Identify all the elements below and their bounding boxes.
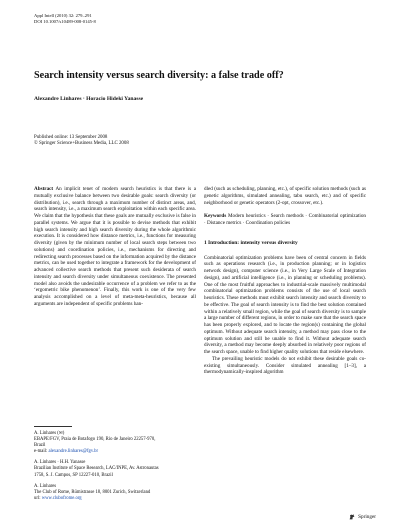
publisher-name: Springer bbox=[358, 514, 376, 520]
published-date: Published online: 13 September 2008 bbox=[34, 135, 108, 140]
affiliation-1: A. Linhares (✉) EBAPE/FGV, Praia de Botafogo 190, Rio de Janeiro 22257-970, Brazil e-mail: alexandre.linhares@fgv.br bbox=[34, 431, 156, 455]
url-link[interactable]: www.clubofrome.org bbox=[41, 495, 82, 501]
footnote-rule bbox=[34, 426, 72, 427]
publisher-logo bbox=[348, 513, 376, 521]
paper-title: Search intensity versus search diversity: a false trade off? bbox=[34, 70, 284, 81]
authors: Alexandre Linhares · Horacio Hideki Yanasse bbox=[34, 96, 144, 102]
journal-citation: Appl Intell (2010) 32: 279–291 bbox=[34, 13, 92, 18]
intro-paragraph-2: The prevailing heuristic models do not exhibit these desirable goals co-existing simultaneously. Consider simulated annealing [1–3], a thermodynamically-inspired algorithm bbox=[204, 355, 366, 376]
keywords-text: Modern heuristics · Search methods · Combinatorial optimization · Distance metrics · Coordination policies bbox=[204, 213, 366, 226]
abstract-label: Abstract bbox=[34, 186, 54, 192]
publication-info bbox=[34, 135, 129, 148]
email-link[interactable]: alexandre.linhares@fgv.br bbox=[48, 449, 99, 455]
section-heading: 1 Introduction: intensity versus diversity bbox=[204, 239, 298, 246]
abstract bbox=[34, 186, 196, 308]
affiliation-3: A. Linhares The Club of Rome, Rümistrasse 18, 8001 Zurich, Switzerland url: www.clubofrome.org bbox=[34, 483, 151, 501]
copyright: © Springer Science+Business Media, LLC 2008 bbox=[34, 141, 129, 147]
springer-horse-icon bbox=[348, 513, 356, 521]
abstract-continuation: dled (such as scheduling, planning, etc.), of specific solution methods (such as genetic algorithms, simulated annealing, tabu search, etc.) and of specific neighborhood or genetic operators (2-opt, crossover, etc.). bbox=[204, 186, 366, 206]
left-column bbox=[34, 186, 196, 308]
doi: DOI 10.1007/s10489-008-0145-8 bbox=[34, 19, 96, 24]
intro-paragraph-1: Combinatorial optimization problems have been of central concern in fields such as operations research (i.e., in production planning; or in logistics network design), computer science (i.e., in Very Large Scale of Integration design), and artificial intelligence (i.e., in planning or scheduling problems). One of the most fruitful approaches to industrial-scale massively multimodal combinatorial optimization problems consists of the use of local search heuristics. These methods must exhibit search intensity and search diversity to be effective. The goal of search intensity is to find the best solution contained within a relatively small region, while the goal of search diversity is to sample a large number of different regions, in order to make sure that the search space has been properly explored, and to locate the region(s) containing the global optimum. Without adequate search intensity, a method may pass close to the optimum solution and still be unable to find it. Without adequate search diversity, a method may become deeply absorbed in relatively poor regions of the search space, unable to find higher quality solutions that reside elsewhere. bbox=[204, 254, 366, 355]
right-column bbox=[204, 186, 366, 376]
journal-header bbox=[34, 13, 96, 25]
keywords-label: Keywords bbox=[204, 213, 227, 220]
affiliations bbox=[34, 426, 196, 502]
abstract-text: An implicit tenet of modern search heuristics is that there is a mutually exclusive balance between two desirable goals: search diversity (or distribution), i.e., search through a maximum number of distinct areas, and, search intensity, i.e., a maximum search exploitation within each specific area. We claim that the hypothesis that these goals are mutually exclusive is false in parallel systems. We argue that it is possible to devise methods that exhibit high search intensity and high search diversity during the whole algorithmic execution. It is considered how distance metrics, i.e., functions for measuring diversity (given by the minimum number of local search steps between two solutions) and coordination policies, i.e., mechanisms for directing and redirecting search processes based on the information acquired by the distance metrics, can be used together to integrate a framework for the development of advanced collective search methods that present such desiderata of search intensity and search diversity under simultaneous coexistence. The presented model also avoids the undesirable occurrence of a problem we refer to as the ‘ergometric bike phenomenon’. Finally, this work is one of the very few analysis accomplished on a level of meta-meta-heuristics, because all arguments are independent of specific problems han- bbox=[34, 186, 196, 307]
affiliation-2: A. Linhares · H.H. Yanasse Brazilian Institute of Space Research, LAC/INPE, Av. Astronautas 1758, S. J. Campos, SP 12227-010, Brazil bbox=[34, 460, 159, 478]
keywords bbox=[204, 213, 366, 227]
